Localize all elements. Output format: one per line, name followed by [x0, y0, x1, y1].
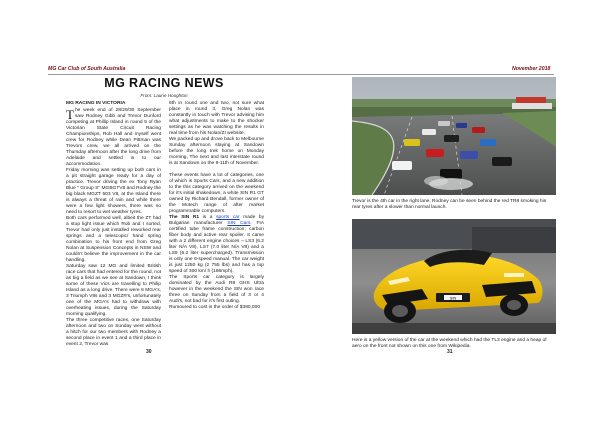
page-number-right: 31 — [447, 349, 453, 355]
paragraph: Both cars performed well, albeit the ZT had a stop light issue which Rob and I sorted, Trevor had only just installed reworked rear springs and a telescopic/ hand spring combination to his front end from Greg Nolan at Suspension Concepts in NSW and couldn't believe the improvement in the car handling. — [66, 216, 161, 263]
page-number-left: 30 — [146, 349, 152, 355]
drop-cap: T — [66, 107, 74, 122]
paragraph: The Sports car category is largely dominated by the Audi R8 GHS Ultra however in the weekend the SIN won race three on Sunday from a field of 3 or 4 Audi's, not bad for it's first outing. — [169, 275, 264, 304]
text-run: made by Bulgarian manufacturer — [169, 215, 264, 226]
header-date: November 2018 — [512, 66, 551, 72]
article-column-1 — [66, 101, 161, 348]
paragraph: We packed up and drove back to Melbourne Sunday afternoon staying at Sandown before the long trek home on Monday morning, The next and last interstate round is at Sandown on the 9-11th of November. — [169, 137, 264, 166]
photo-caption-1: Trevor is the 4th car in the right lane, Rodney can be seen behind the red TR8 smoking his rear tyres after a slower than normal launch. — [352, 199, 547, 210]
paragraph — [169, 215, 264, 275]
section-heading: MG RACING IN VICTORIA — [66, 101, 126, 106]
article-column-2 — [169, 101, 264, 311]
yellow-sin-r1-photo — [352, 219, 556, 334]
paragraph: Friday morning was setting up both cars in a pit straight garage ready for a day of practice. Trevor driving the ex Tony Ryan Blue " Group S" MGBGTV8 and Rodney the big black MGZT 503 V8, at the Island there is always a threat of rain and while there were a few light showers, there was no need to resort to wet weather tyres. — [66, 168, 161, 215]
article-title: MG RACING NEWS — [104, 76, 224, 90]
paragraph: 6th in round one and two, not sure what place in round 3, Greg Nolan was constantly in touch with Trevor advising him what adjustments to make to the shocker settings as he was watching the results in real time from his Nolan/ZI website. — [169, 101, 264, 136]
paragraph: Saturday saw 12 MG and limited British race cars that had entered for the round, not as big a field as we see at Sandown, I think some of these Vics are travelling to Philip Island as a long drive. There were 6 MGA's, 3 Triumph V8s and 3 MGZR's, unfortunately one of the MGA's had to withdraw with overheating issues, during the Saturday morning qualifying. — [66, 264, 161, 317]
text-run: . FIA certified tube frame construction; carbon fiber body and active rear spoiler. It came with a 2 different engine choices – LS3 (6.2 liter N/A V8), LS7 (7.0 liter N/A V8) and a LS9 (6.2 liter supercharged). Transmission is only one 6-speed manual. The car weight is just 1250 kg (2 755 lbs) and has a top speed of 300 km/ h (186mph). — [169, 221, 264, 274]
header-club-name: MG Car Club of South Australia — [48, 66, 126, 72]
article-byline: From: Laurie Houghton — [140, 93, 188, 98]
race-start-illustration — [352, 77, 556, 195]
license-plate-text: SIN — [449, 295, 457, 301]
bold-term: The SIN R1 — [169, 215, 200, 220]
yellow-car-illustration — [352, 219, 556, 334]
header-divider — [48, 74, 554, 75]
race-start-photo — [352, 77, 556, 195]
paragraph: These events have a lot of categories, one of which is Sports Cars, and a new addition to the this category arrived on the weekend for it's initial shakedown, a white SIN R1 GT owned by Richard Bendall, former owner of the Motech range of after market programmable computers. — [169, 173, 264, 214]
paragraph: The three competitive races, one Saturday afternoon and two on Sunday went without a hitch for our two members with Rodney a second place in event 1 and a third place in event 2, Trevor was — [66, 318, 161, 347]
text-run: is a — [199, 215, 217, 220]
sports-car-link[interactable]: sports car — [216, 215, 240, 220]
paragraph-text: he week end of 28/29/30 September saw Rodney Gibb and Trevor Dunford competing at Phillip Island in round 5 of the Victorian State Circuit Racing Championships, Rob Hall and myself went crew for Rodney while Dean Pittman was Trevors crew, we all arrived on the Thursday afternoon after the long drive from Adelaide and settled in to our accommodation. — [66, 108, 161, 167]
photo-caption-2: Here is a yellow version of the car at the weekend which had the TL3 engine and a heap of aero on the front not shown on this one from Wikipedia. — [352, 338, 547, 349]
paragraph: Rumoured to cost in the order of $380,000 — [169, 305, 261, 310]
paragraph — [66, 108, 161, 168]
sin-cars-link[interactable]: SIN Cars — [227, 221, 251, 226]
